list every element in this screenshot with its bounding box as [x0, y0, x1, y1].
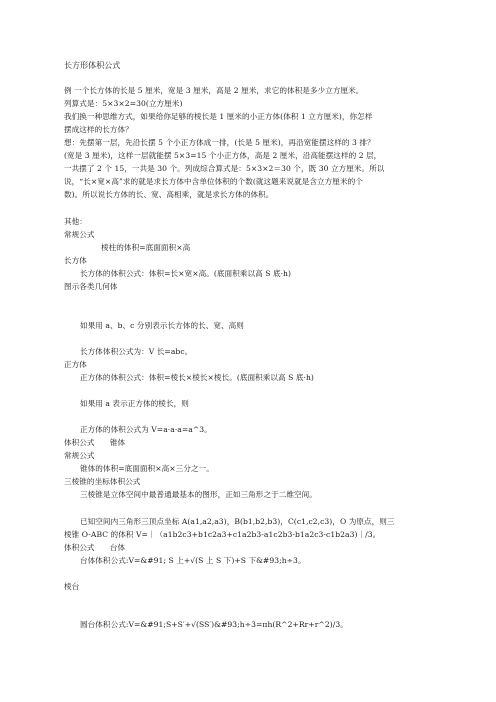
common-formula-heading: 常规公式	[64, 230, 95, 239]
example-line-2: 列算式是：5×3×2=30(立方厘米)	[64, 99, 183, 108]
cube-a-formula: 正方体的体积公式为 V=a·a·a=a^3。	[80, 425, 212, 434]
cone-heading: 体积公式 锥体	[64, 438, 126, 447]
example-line-8: 说，“长×宽×高”求的就是求长方体中含单位体积的个数(就这题来说就是含立方厘米的个	[64, 177, 363, 186]
frustum-formula: 台体体积公式:V=&#91; S 上+√(S 上 S 下)+S 下&#93;h÷3。	[80, 556, 306, 565]
example-line-3: 我们换一种思维方式，如果给你足够的棱长是 1 厘米的小正方体(体积 1 立方厘米)，你怎样	[64, 112, 373, 121]
prism-formula: 棱柱的体积=底面面积×高	[101, 243, 191, 252]
round-frustum-formula: 圆台体积公式:V=&#91;S+S′+√(SS′)&#93;h÷3=πh(R^2+Rr+r^2)/3。	[80, 620, 348, 629]
frustum-term: 棱台	[64, 582, 80, 591]
example-line-6: (宽是 3 厘米)，这样一层就能摆 5×3=15 个小正方体，高是 2 厘米，沿高能摆这样的 2 层，	[64, 151, 382, 160]
tetrahedron-given-line-1: 已知空间内三角形三顶点坐标 A(a1,a2,a3)，B(b1,b2,b3)，C(c1,c2,c3)，O 为原点，则三	[80, 517, 395, 526]
other-heading: 其他：	[64, 217, 87, 226]
tetrahedron-description: 三棱锥是立体空间中最普通最基本的图形，正如三角形之于二维空间。	[80, 490, 317, 499]
example-line-1: 例 一个长方体的长是 5 厘米，宽是 3 厘米，高是 2 厘米，求它的体积是多少立方厘米。	[64, 86, 364, 95]
example-line-5: 想：先摆第一层，先沿长摆 5 个小正方体成一排，(长是 5 厘米)，再沿宽能摆这样的 3 排？	[64, 138, 375, 147]
example-line-9: 数)。所以说长方体的长、宽、高相乘，就是求长方体的体积。	[64, 190, 274, 199]
example-line-4: 摆成这样的长方体？	[64, 125, 133, 134]
cuboid-heading: 长方体	[64, 256, 87, 265]
cone-common-heading: 常规公式	[64, 451, 95, 460]
cube-heading: 正方体	[64, 360, 87, 369]
tetrahedron-given-line-2: 棱锥 O-ABC 的体积 V=｜（a1b2c3+b1c2a3+c1a2b3-a1c2b3-b1a2c3-c1b2a3)｜/3。	[64, 530, 381, 539]
shapes-heading: 图示各类几何体	[64, 282, 118, 291]
document-title: 长方形体积公式	[64, 61, 121, 70]
cube-a-text: 如果用 a 表示正方体的棱长，则	[80, 399, 189, 408]
cuboid-abc-formula: 长方体体积公式为：V 长=abc。	[80, 347, 193, 356]
cuboid-abc-text: 如果用 a、b、c 分别表示长方体的长、宽、高则	[80, 321, 244, 330]
cone-formula: 锥体的体积=底面面积×高×三分之一。	[80, 464, 214, 473]
tetrahedron-heading: 三棱锥的坐标体积公式	[64, 477, 141, 486]
frustum-heading: 体积公式 台体	[64, 543, 126, 552]
cuboid-formula: 长方体的体积公式：体积=长×宽×高。(底面积乘以高 S 底·h)	[80, 269, 292, 278]
example-line-7: 一共摆了 2 个 15，一共是 30 个。列成综合算式是：5×3×2＝30 个，既 30 立方厘米。所以	[64, 164, 385, 173]
cube-formula: 正方体的体积公式：体积=棱长×棱长×棱长。(底面积乘以高 S 底·h)	[80, 373, 314, 382]
